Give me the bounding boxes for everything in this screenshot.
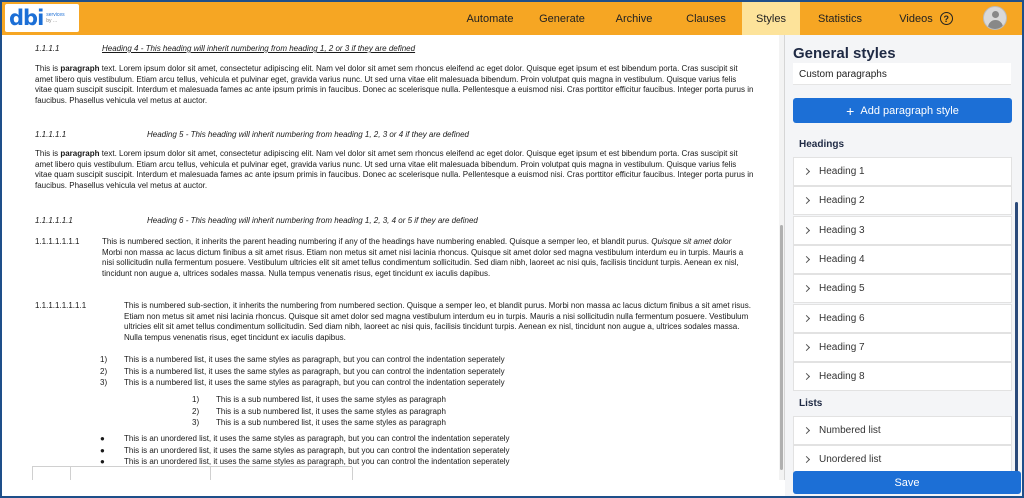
list-item-text: This is a numbered list, it uses the same styles as paragraph, but you can control the indentation seperately: [124, 378, 505, 387]
list-marker: 2): [192, 406, 200, 416]
chevron-right-icon: [803, 168, 810, 175]
sidebar-item-label: Heading 7: [819, 341, 865, 353]
table-preview: [32, 466, 352, 480]
section-text: This is numbered section, it inherits the parent heading numbering if any of the headings have numbering enabled. Quisque a semper leo, et blandit purus. Quisque sit amet dolor Morbi non massa ac lacus dictum finibus a sit amet risus. Etiam non metus sit amet nisi lacinia rhoncus. Quisque sit amet dolor sed magna vestibulum interdum eu in turpis. Mauris a nisi sollicitudin nulla fermentum posuere. Vestibulum ultricies elit sit amet tellus condimentum sollicitudin. Sed diam nibh, laoreet ac nisi quis, facilisis tincidunt turpis. Aenean ex nisl, tincidunt non augue a, ultrices sodales massa. Nulla tempus venenatis risus, eget tincidunt ex iaculis dapibus.: [102, 237, 744, 278]
sidebar-item-numbered-list[interactable]: [793, 416, 1012, 445]
main-nav: [454, 2, 972, 35]
logo-text: dbi: [9, 5, 44, 30]
logo-subtitle: services by ...: [46, 12, 65, 24]
lists-section-label: Lists: [799, 398, 823, 409]
heading-number: 1.1.1.1.1.1: [35, 216, 73, 225]
chevron-right-icon: [803, 373, 810, 380]
sidebar-item-label: Numbered list: [819, 425, 881, 436]
sidebar-scrollbar-thumb[interactable]: [1015, 202, 1018, 494]
nav-item-clauses[interactable]: Clauses: [686, 12, 726, 25]
nav-item-statistics[interactable]: Statistics: [817, 12, 862, 25]
list-item-text: This is a sub numbered list, it uses the same styles as paragraph: [216, 395, 446, 404]
paragraph-preview: This is paragraph text. Lorem ipsum dolor sit amet, consectetur adipiscing elit. Nam vel dolor sit amet sem rhoncus eleifend ac eget dolor. Quisque eget ipsum et est bibendum porta. Cras suscipit sit amet libero quis vestibulum. Etiam arcu tellus, vehicula et pulvinar eget, gravida varius nunc. Ut sed urna vitae elit malesuada bibendum. Proin volutpat quis magna in vestibulum. Quisque varius felis vitae quam suscipit suscipit. Interdum et malesuada fames ac ante ipsum primis in faucibus. Donec ac scelerisque nulla. Pellentesque a euismod nisi. Cras porttitor efficitur faucibus. Integer porta purus in faucibus. Phasellus vehicula vel metus at auctor.: [35, 64, 754, 105]
sidebar-item-heading-1[interactable]: [793, 157, 1012, 186]
sidebar-item-label: Heading 6: [819, 312, 865, 324]
sidebar-item-unordered-list[interactable]: [793, 445, 1012, 474]
list-marker: 3): [192, 418, 200, 427]
sidebar-item-heading-8[interactable]: [793, 362, 1012, 391]
nav-item-automate[interactable]: Automate: [466, 12, 514, 25]
nav-item-archive[interactable]: Archive: [615, 12, 653, 25]
save-button[interactable]: Save: [793, 471, 1021, 494]
heading-number: 1.1.1.1.1: [35, 130, 67, 139]
list-marker: 3): [100, 378, 108, 387]
list-item-text: This is a sub numbered list, it uses the same styles as paragraph: [216, 406, 446, 416]
list-marker: 2): [100, 366, 108, 376]
list-item-text: This is an unordered list, it uses the same styles as paragraph, but you can control the indentation seperately: [124, 445, 510, 455]
list-item-text: This is an unordered list, it uses the same styles as paragraph, but you can control the indentation seperately: [124, 434, 510, 443]
list-marker: ●: [100, 457, 105, 466]
chevron-right-icon: [803, 285, 810, 292]
sidebar-item-label: Heading 5: [819, 283, 865, 295]
sidebar-item-label: Heading 8: [819, 371, 865, 383]
list-marker: 1): [100, 355, 108, 364]
plus-icon: +: [846, 102, 855, 119]
heading-number: 1.1.1.1: [35, 44, 60, 53]
list-item-text: This is a numbered list, it uses the same styles as paragraph, but you can control the indentation seperately: [124, 366, 505, 376]
list-marker: ●: [100, 445, 105, 455]
paragraph-preview: This is paragraph text. Lorem ipsum dolor sit amet, consectetur adipiscing elit. Nam vel dolor sit amet sem rhoncus eleifend ac eget dolor. Quisque eget ipsum et est bibendum porta. Cras suscipit sit amet libero quis vestibulum. Etiam arcu tellus, vehicula et pulvinar eget, gravida varius nunc. Ut sed urna vitae elit malesuada bibendum. Proin volutpat quis magna in vestibulum. Quisque varius felis vitae quam suscipit suscipit. Interdum et malesuada fames ac ante ipsum primis in faucibus. Donec ac scelerisque nulla. Pellentesque a euismod nisi. Cras porttitor efficitur faucibus. Integer porta purus in faucibus. Phasellus vehicula vel metus at auctor.: [35, 149, 754, 190]
sidebar-item-label: Unordered list: [819, 454, 882, 466]
help-icon[interactable]: ?: [940, 12, 953, 25]
sidebar-item-label: Heading 4: [819, 253, 865, 265]
chevron-right-icon: [803, 256, 810, 263]
list-item-text: This is an unordered list, it uses the same styles as paragraph, but you can control the indentation seperately: [124, 457, 510, 466]
section-number: 1.1.1.1.1.1.1.1: [35, 301, 87, 310]
sidebar-item-heading-6[interactable]: [793, 304, 1012, 333]
sidebar-item-label: Heading 1: [819, 166, 865, 177]
custom-paragraphs-section: Custom paragraphs: [793, 63, 1011, 85]
sidebar-item-heading-4[interactable]: [793, 245, 1012, 274]
chevron-right-icon: [803, 314, 810, 321]
list-marker: 1): [192, 395, 200, 404]
sidebar-item-heading-5[interactable]: [793, 274, 1012, 303]
sidebar-item-label: Heading 3: [819, 224, 865, 236]
document-scrollbar-thumb[interactable]: [780, 225, 783, 470]
chevron-right-icon: [803, 427, 810, 434]
nav-item-generate[interactable]: Generate: [539, 12, 585, 25]
heading-text: Heading 4 - This heading will inherit numbering from heading 1, 2 or 3 if they are defined: [102, 44, 416, 53]
sidebar-item-heading-3[interactable]: [793, 216, 1012, 245]
section-text: This is numbered sub-section, it inherits the numbering from numbered section. Quisque a semper leo, et blandit purus. Morbi non massa ac lacus dictum finibus a sit amet risus. Etiam non metus sit amet nisi lacinia rhoncus. Quisque sit amet dolor sed magna vestibulum interdum eu in turpis. Mauris a nisi sollicitudin nulla fermentum posuere. Vestibulum ultricies elit sit amet tellus condimentum sollicitudin. Sed diam nibh, laoreet ac nisi quis, facilisis tincidunt turpis. Aenean ex nisl, tincidunt non augue a, ultrices sodales massa. Nulla tempus venenatis risus, eget tincidunt ex iaculis dapibus.: [124, 301, 751, 342]
nav-item-videos[interactable]: Videos ?: [880, 2, 972, 35]
nav-item-styles[interactable]: Styles: [742, 2, 800, 35]
headings-section-label: Headings: [799, 139, 845, 150]
list-item-text: This is a sub numbered list, it uses the same styles as paragraph: [216, 418, 446, 427]
styles-sidebar: [785, 35, 1022, 498]
chevron-right-icon: [803, 456, 810, 463]
heading-text: Heading 5 - This heading will inherit numbering from heading 1, 2, 3 or 4 if they are defined: [147, 130, 469, 139]
sidebar-item-heading-7[interactable]: [793, 333, 1012, 362]
document-preview: [2, 35, 784, 480]
logo[interactable]: [5, 4, 79, 32]
section-number: 1.1.1.1.1.1.1: [35, 237, 80, 246]
heading-text: Heading 6 - This heading will inherit numbering from heading 1, 2, 3, 4 or 5 if they are defined: [147, 216, 478, 225]
chevron-right-icon: [803, 227, 810, 234]
list-item-text: This is a numbered list, it uses the same styles as paragraph, but you can control the indentation seperately: [124, 355, 505, 364]
chevron-right-icon: [803, 344, 810, 351]
user-avatar-icon[interactable]: [983, 6, 1007, 30]
add-paragraph-style-button[interactable]: [793, 98, 1012, 123]
sidebar-title: General styles: [793, 45, 896, 62]
sidebar-item-label: Heading 2: [819, 195, 865, 207]
top-bar: [2, 2, 1022, 35]
list-marker: ●: [100, 434, 105, 443]
add-paragraph-style-label: Add paragraph style: [860, 104, 959, 117]
chevron-right-icon: [803, 197, 810, 204]
sidebar-item-heading-2[interactable]: [793, 186, 1012, 215]
